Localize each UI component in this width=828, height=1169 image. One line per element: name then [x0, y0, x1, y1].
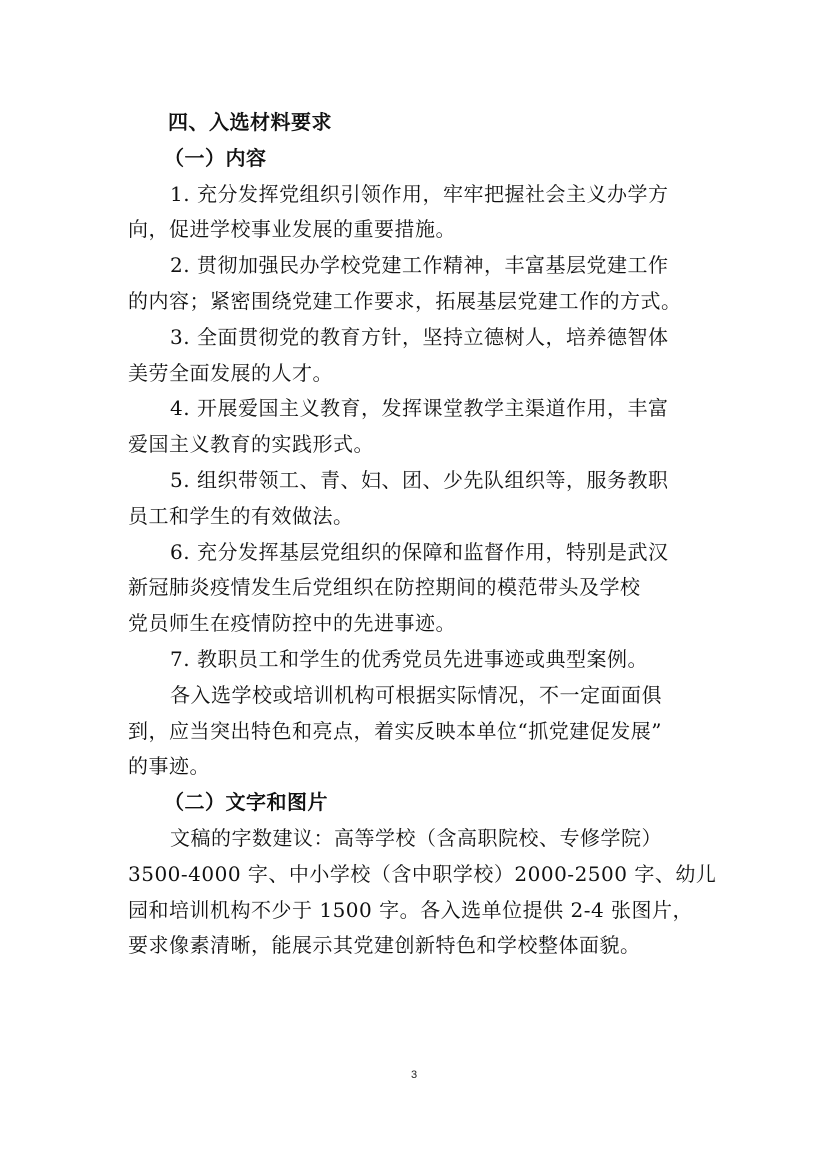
document-body — [128, 105, 717, 964]
paragraph-line: 文稿的字数建议：高等学校（含高职院校、专修学院） — [170, 825, 662, 850]
paragraph-line: 6. 充分发挥基层党组织的保障和监督作用，特别是武汉 — [170, 539, 669, 564]
paragraph-line: 4. 开展爱国主义教育，发挥课堂教学主渠道作用，丰富 — [170, 396, 669, 421]
section-title: 四、入选材料要求 — [168, 110, 332, 134]
paragraph-line: 园和培训机构不少于 1500 字。各入选单位提供 2-4 张图片， — [128, 897, 694, 922]
paragraph-line: 党员师生在疫情防控中的先进事迹。 — [128, 611, 456, 636]
page-number: 3 — [410, 1069, 418, 1081]
paragraph-line: 5. 组织带领工、青、妇、团、少先队组织等，服务教职 — [170, 467, 669, 492]
subsection-title-content: （一）内容 — [164, 145, 267, 170]
paragraph-line: 到，应当突出特色和亮点，着实反映本单位“抓党建促发展” — [128, 718, 662, 743]
paragraph-line: 爱国主义教育的实践形式。 — [128, 432, 374, 457]
paragraph-line: 1. 充分发挥党组织引领作用，牢牢把握社会主义办学方 — [170, 181, 669, 206]
paragraph-line: 美劳全面发展的人才。 — [128, 360, 333, 385]
paragraph-line: 各入选学校或培训机构可根据实际情况，不一定面面俱 — [170, 682, 662, 707]
paragraph-line: 新冠肺炎疫情发生后党组织在防控期间的模范带头及学校 — [128, 575, 641, 600]
paragraph-line: 向，促进学校事业发展的重要措施。 — [128, 217, 456, 242]
paragraph-line: 的内容；紧密围绕党建工作要求，拓展基层党建工作的方式。 — [128, 288, 682, 313]
paragraph-line: 7. 教职员工和学生的优秀党员先进事迹或典型案例。 — [170, 646, 648, 671]
paragraph-line: 要求像素清晰，能展示其党建创新特色和学校整体面貌。 — [128, 933, 641, 958]
paragraph-line: 3. 全面贯彻党的教育方针，坚持立德树人，培养德智体 — [170, 324, 669, 349]
paragraph-line: 的事迹。 — [128, 754, 210, 779]
subsection-title-text-images: （二）文字和图片 — [164, 790, 328, 815]
paragraph-line: 3500-4000 字、中小学校（含中职学校）2000-2500 字、幼儿 — [128, 861, 717, 886]
paragraph-line: 2. 贯彻加强民办学校党建工作精神，丰富基层党建工作 — [170, 253, 669, 278]
paragraph-line: 员工和学生的有效做法。 — [128, 503, 354, 528]
